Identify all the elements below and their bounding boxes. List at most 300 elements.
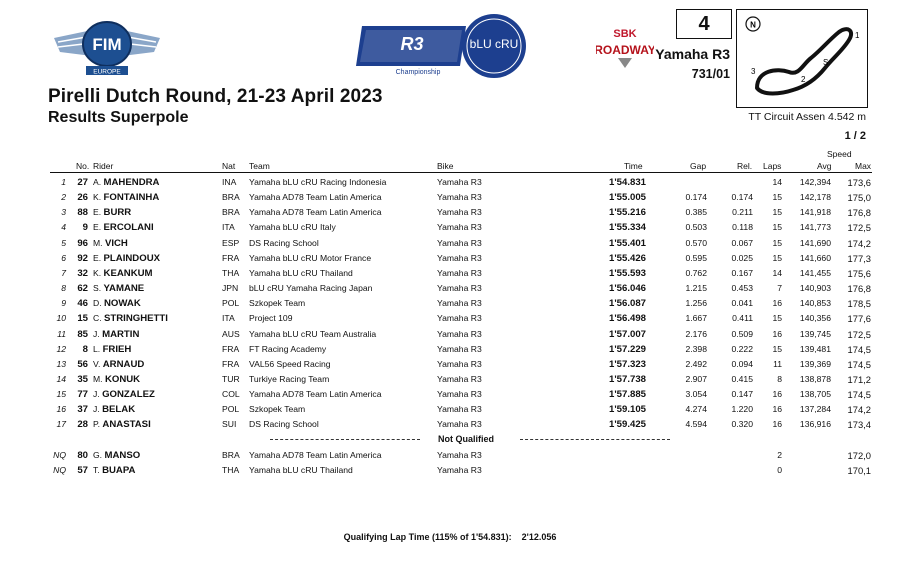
cell-team: bLU cRU Yamaha Racing Japan	[249, 283, 373, 294]
rider-surname: KEANKUM	[103, 267, 153, 279]
cell-rider	[93, 463, 135, 478]
cell-laps: 15	[772, 313, 782, 324]
cell-rider	[93, 266, 153, 281]
cell-gap: 1.667	[685, 313, 707, 324]
cell-avg: 141,690	[799, 237, 831, 248]
cell-team: DS Racing School	[249, 237, 319, 248]
cell-team: DS Racing School	[249, 419, 319, 430]
table-row	[0, 327, 900, 342]
svg-text:S: S	[823, 58, 829, 67]
page-indicator: 1 / 2	[844, 130, 866, 142]
track-map	[736, 9, 868, 108]
cell-bike: Yamaha R3	[437, 404, 482, 415]
class-name: Yamaha R3	[655, 46, 730, 62]
cell-rider	[93, 190, 159, 205]
cell-avg: 139,369	[799, 358, 831, 369]
cell-avg: 141,660	[799, 252, 831, 263]
cell-laps: 16	[772, 328, 782, 339]
cell-gap: 2.398	[685, 343, 707, 354]
cell-avg: 140,853	[799, 298, 831, 309]
rider-surname: MAHENDRA	[103, 177, 160, 188]
col-header-rel: Rel.	[737, 161, 753, 171]
cell-time: 1'59.425	[609, 419, 646, 431]
cell-time: 1'56.498	[609, 313, 646, 325]
table-row	[0, 357, 900, 372]
cell-avg: 137,284	[799, 404, 831, 415]
table-row	[0, 251, 900, 266]
svg-text:3: 3	[751, 67, 756, 76]
cell-gap: 0.503	[685, 222, 707, 233]
cell-rel: 0.411	[732, 313, 753, 324]
cell-rel: 0.174	[731, 192, 753, 203]
cell-pos: 8	[61, 283, 66, 294]
cell-rel: 0.320	[731, 419, 753, 430]
session-title: Results Superpole	[48, 109, 189, 126]
rider-initial: S.	[93, 283, 102, 294]
cell-no: 77	[77, 389, 88, 401]
cell-max: 177,6	[847, 313, 871, 325]
cell-time: 1'54.831	[609, 177, 646, 188]
cell-time: 1'55.401	[609, 237, 646, 249]
rider-initial: M.	[93, 237, 103, 248]
rider-initial: T.	[93, 465, 100, 476]
table-row	[0, 296, 900, 311]
cell-gap: 4.594	[685, 419, 707, 430]
cell-max: 174,5	[847, 389, 871, 401]
document-code: 731/01	[691, 67, 730, 81]
cell-team: Project 109	[249, 313, 293, 324]
cell-time: 1'57.229	[609, 343, 646, 355]
cell-nat: INA	[222, 177, 237, 187]
rider-initial: E.	[93, 222, 102, 233]
cell-laps: 7	[777, 283, 782, 294]
rider-initial: K.	[93, 267, 102, 278]
col-header-max: Max	[855, 161, 872, 171]
rider-surname: STRINGHETTI	[103, 313, 168, 325]
rider-initial: M.	[93, 373, 103, 384]
rider-initial: L.	[93, 343, 101, 354]
cell-gap: 1.256	[685, 298, 707, 309]
qualifying-lap-time	[0, 532, 900, 542]
cell-pos: NQ	[53, 450, 66, 460]
cell-pos: 12	[56, 343, 66, 354]
cell-laps: 16	[772, 419, 782, 430]
cell-gap: 2.907	[685, 373, 707, 384]
cell-rider	[93, 220, 154, 235]
cell-rel: 0.453	[731, 283, 753, 294]
rider-initial: J.	[93, 389, 100, 400]
cell-rider	[93, 387, 155, 402]
rider-initial: K.	[93, 192, 102, 203]
cell-nat: FRA	[222, 358, 240, 369]
col-header-speed: Speed	[827, 149, 852, 159]
svg-text:R3: R3	[400, 34, 424, 54]
cell-nat: BRA	[222, 192, 240, 203]
cell-rider	[93, 372, 140, 387]
cell-pos: 17	[56, 419, 66, 430]
cell-rel: 0.222	[731, 343, 753, 354]
cell-rider	[93, 251, 160, 266]
cell-max: 172,0	[847, 450, 871, 461]
rider-surname: MANSO	[104, 450, 141, 461]
table-row	[0, 402, 900, 417]
cell-rel: 0.509	[731, 328, 753, 339]
cell-nat: BRA	[222, 450, 240, 460]
cell-bike: Yamaha R3	[437, 465, 482, 476]
cell-team: Szkopek Team	[249, 404, 306, 415]
cell-max: 172,5	[847, 222, 871, 234]
cell-avg: 138,878	[799, 373, 831, 384]
cell-nat: BRA	[222, 207, 240, 218]
cell-rel: 0.415	[731, 373, 753, 384]
table-row	[0, 281, 900, 296]
cell-no: 96	[77, 237, 88, 249]
col-header-team: Team	[249, 161, 270, 171]
cell-rider	[93, 205, 131, 220]
cell-time: 1'55.334	[609, 222, 646, 234]
cell-pos: 15	[56, 389, 66, 400]
rider-initial: E.	[93, 252, 102, 263]
cell-rider	[93, 448, 140, 463]
rider-surname: FRIEH	[102, 343, 132, 355]
cell-rel: 0.118	[732, 222, 753, 233]
cell-rider	[93, 327, 139, 342]
cell-no: 92	[77, 252, 88, 264]
svg-text:Championship: Championship	[395, 69, 441, 76]
cell-no: 15	[77, 313, 88, 325]
cell-laps: 8	[777, 373, 782, 384]
cell-laps: 14	[772, 177, 782, 187]
cell-gap: 0.570	[685, 237, 707, 248]
cell-gap: 3.054	[685, 389, 707, 400]
r3-bluecru-championship-logo	[356, 10, 532, 86]
cell-max: 175,6	[847, 267, 871, 279]
table-row	[0, 266, 900, 281]
svg-text:EUROPE: EUROPE	[93, 68, 121, 76]
cell-rel: 0.167	[731, 267, 753, 278]
cell-avg: 140,903	[799, 283, 831, 294]
cell-no: 37	[77, 404, 88, 416]
cell-team: Yamaha AD78 Team Latin America	[249, 192, 382, 203]
cell-pos: 5	[61, 237, 66, 248]
cell-avg: 142,394	[799, 177, 831, 187]
cell-laps: 14	[772, 267, 782, 278]
cell-pos: 3	[61, 207, 66, 218]
cell-nat: COL	[222, 389, 240, 400]
rider-surname: BUAPA	[102, 465, 136, 477]
cell-avg: 140,356	[799, 313, 831, 324]
table-row	[0, 463, 900, 478]
cell-max: 178,5	[847, 298, 871, 310]
cell-team: Yamaha bLU cRU Racing Indonesia	[249, 177, 387, 187]
rider-surname: MARTIN	[102, 328, 140, 340]
col-header-laps: Laps	[763, 161, 782, 171]
cell-team: Yamaha bLU cRU Team Australia	[249, 328, 377, 339]
table-row	[0, 220, 900, 235]
table-row	[0, 205, 900, 220]
cell-team: Turkiye Racing Team	[249, 373, 330, 384]
rider-initial: P.	[93, 419, 101, 430]
cell-rel: 0.025	[731, 252, 753, 263]
cell-team: VAL56 Speed Racing	[249, 358, 331, 369]
not-qualified-label: Not Qualified	[434, 434, 498, 444]
cell-laps: 11	[773, 358, 782, 369]
table-row	[0, 311, 900, 326]
cell-pos: 14	[56, 373, 66, 384]
cell-laps: 16	[772, 389, 782, 400]
table-row	[0, 175, 900, 190]
cell-team: Yamaha bLU cRU Motor France	[249, 252, 372, 263]
cell-pos: 11	[57, 328, 66, 339]
cell-rider	[93, 342, 131, 357]
event-title: Pirelli Dutch Round, 21-23 April 2023	[48, 86, 383, 107]
cell-laps: 15	[772, 207, 782, 218]
cell-laps: 2	[777, 450, 782, 460]
cell-gap: 0.595	[685, 252, 707, 263]
cell-time: 1'57.738	[609, 373, 646, 385]
cell-no: 80	[77, 450, 88, 461]
cell-bike: Yamaha R3	[437, 419, 482, 430]
cell-gap: 1.215	[685, 283, 707, 294]
cell-rel: 0.094	[731, 358, 753, 369]
cell-gap: 2.492	[685, 358, 707, 369]
cell-pos: NQ	[53, 465, 66, 476]
cell-laps: 15	[772, 222, 782, 233]
cell-nat: ITA	[222, 313, 235, 324]
cell-rider	[93, 402, 135, 417]
cell-team: Yamaha AD78 Team Latin America	[249, 207, 382, 218]
cell-nat: JPN	[222, 283, 239, 294]
cell-avg: 136,916	[799, 419, 831, 430]
cell-avg: 138,705	[799, 389, 831, 400]
rider-surname: FONTAINHA	[103, 192, 160, 204]
cell-bike: Yamaha R3	[437, 298, 482, 309]
cell-bike: Yamaha R3	[437, 389, 482, 400]
cell-rel: 0.067	[731, 237, 753, 248]
cell-no: 88	[77, 207, 88, 219]
col-header-gap: Gap	[690, 161, 707, 171]
cell-time: 1'55.426	[609, 252, 646, 264]
rider-surname: ARNAUD	[102, 358, 145, 370]
cell-bike: Yamaha R3	[437, 252, 482, 263]
cell-max: 174,2	[847, 237, 871, 249]
cell-nat: AUS	[222, 328, 240, 339]
cell-no: 85	[77, 328, 88, 340]
rider-initial: J.	[93, 328, 100, 339]
cell-bike: Yamaha R3	[437, 343, 482, 354]
cell-bike: Yamaha R3	[437, 358, 482, 369]
cell-gap: 0.385	[685, 207, 707, 218]
cell-gap: 2.176	[685, 328, 707, 339]
cell-no: 32	[77, 267, 88, 279]
cell-max: 174,5	[847, 358, 871, 370]
cell-pos: 6	[61, 252, 66, 263]
cell-max: 177,3	[847, 252, 871, 264]
cell-max: 173,6	[847, 177, 871, 188]
rider-initial: A.	[93, 177, 102, 187]
cell-bike: Yamaha R3	[437, 313, 482, 324]
cell-pos: 9	[61, 298, 66, 309]
cell-max: 170,1	[847, 465, 871, 477]
cell-gap: 0.762	[685, 267, 707, 278]
cell-no: 46	[77, 298, 88, 310]
cell-nat: SUI	[222, 419, 237, 430]
cell-nat: FRA	[222, 343, 240, 354]
cell-bike: Yamaha R3	[437, 283, 482, 294]
qualifying-label: Qualifying Lap Time (115% of 1'54.831):	[343, 532, 512, 542]
cell-no: 35	[77, 373, 88, 385]
svg-text:SBK: SBK	[613, 28, 637, 40]
cell-team: Yamaha bLU cRU Thailand	[249, 465, 353, 476]
cell-gap: 4.274	[685, 404, 707, 415]
cell-rider	[93, 175, 159, 190]
cell-nat: POL	[222, 404, 240, 415]
col-header-bike: Bike	[437, 161, 454, 171]
qualifying-value: 2'12.056	[521, 532, 557, 542]
cell-laps: 0	[777, 465, 782, 476]
cell-max: 173,4	[847, 419, 871, 431]
cell-rel: 0.041	[731, 298, 753, 309]
table-row	[0, 190, 900, 205]
cell-max: 174,2	[847, 404, 871, 416]
cell-no: 9	[82, 222, 88, 234]
cell-team: Yamaha AD78 Team Latin America	[249, 450, 382, 460]
cell-max: 171,2	[847, 373, 871, 385]
cell-avg: 141,455	[799, 267, 831, 278]
cell-bike: Yamaha R3	[437, 237, 482, 248]
cell-nat: ESP	[222, 237, 240, 248]
cell-no: 56	[77, 358, 88, 370]
cell-avg: 139,745	[799, 328, 831, 339]
cell-avg: 142,178	[799, 192, 831, 203]
cell-no: 8	[82, 343, 88, 355]
cell-bike: Yamaha R3	[437, 177, 482, 187]
svg-text:1: 1	[855, 31, 860, 40]
fim-europe-logo	[52, 16, 162, 78]
cell-bike: Yamaha R3	[437, 267, 482, 278]
cell-pos: 10	[56, 313, 66, 324]
svg-text:2: 2	[801, 75, 806, 84]
rider-initial: E.	[93, 207, 102, 218]
rider-initial: J.	[93, 404, 100, 415]
svg-text:ROADWAY: ROADWAY	[596, 43, 654, 57]
cell-max: 176,8	[847, 283, 871, 295]
cell-avg: 141,918	[799, 207, 831, 218]
table-row	[0, 342, 900, 357]
cell-no: 57	[77, 465, 88, 477]
col-header-avg: Avg	[817, 161, 832, 171]
table-row	[0, 417, 900, 432]
cell-rider	[93, 236, 128, 251]
cell-no: 62	[77, 283, 88, 295]
cell-avg: 141,773	[799, 222, 831, 233]
cell-laps: 15	[772, 252, 782, 263]
cell-time: 1'56.046	[609, 283, 646, 295]
col-header-nat: Nat	[222, 161, 236, 171]
svg-text:bLU cRU: bLU cRU	[469, 37, 519, 51]
rider-surname: BURR	[103, 207, 132, 219]
cell-rider	[93, 311, 168, 326]
col-header-time: Time	[624, 161, 643, 171]
cell-pos: 13	[56, 358, 66, 369]
cell-rider	[93, 281, 144, 296]
cell-pos: 2	[61, 192, 66, 203]
rider-initial: D.	[93, 298, 102, 309]
table-row	[0, 236, 900, 251]
cell-laps: 16	[772, 298, 782, 309]
cell-laps: 15	[772, 237, 782, 248]
cell-pos: 4	[61, 222, 66, 233]
rider-surname: YAMANE	[103, 283, 145, 295]
not-qualified-separator	[60, 432, 872, 446]
cell-laps: 16	[772, 404, 782, 415]
rider-surname: NOWAK	[103, 298, 141, 310]
svg-text:N: N	[750, 20, 756, 30]
rider-initial: V.	[93, 358, 101, 369]
cell-team: Szkopek Team	[249, 298, 306, 309]
cell-pos: 1	[61, 177, 66, 187]
cell-pos: 7	[61, 267, 66, 278]
cell-nat: TUR	[222, 373, 240, 384]
cell-nat: FRA	[222, 252, 240, 263]
cell-rider	[93, 296, 141, 311]
cell-time: 1'57.323	[609, 358, 646, 370]
cell-bike: Yamaha R3	[437, 222, 482, 233]
rider-surname: ERCOLANI	[103, 222, 154, 234]
cell-bike: Yamaha R3	[437, 207, 482, 218]
circuit-info: TT Circuit Assen 4.542 m	[748, 111, 866, 123]
rider-initial: C.	[93, 313, 102, 324]
cell-time: 1'57.007	[609, 328, 646, 340]
col-header-rider: Rider	[93, 161, 114, 171]
cell-pos: 16	[56, 404, 66, 415]
svg-text:FIM: FIM	[92, 35, 122, 54]
cell-time: 1'55.593	[609, 267, 646, 279]
cell-time: 1'57.885	[609, 389, 646, 401]
cell-nat: THA	[222, 267, 240, 278]
cell-bike: Yamaha R3	[437, 373, 482, 384]
table-row	[0, 372, 900, 387]
cell-max: 174,5	[847, 343, 871, 355]
rider-surname: PLAINDOUX	[103, 252, 161, 264]
cell-rel: 1.220	[731, 404, 753, 415]
table-row	[0, 387, 900, 402]
cell-nat: ITA	[222, 222, 235, 233]
cell-avg: 139,481	[799, 343, 831, 354]
cell-rider	[93, 357, 144, 372]
rider-surname: KONUK	[104, 373, 141, 385]
cell-no: 26	[77, 192, 88, 204]
cell-time: 1'56.087	[609, 298, 646, 310]
table-row	[0, 448, 900, 463]
rider-surname: VICH	[104, 237, 128, 249]
cell-team: Yamaha AD78 Team Latin America	[249, 389, 382, 400]
cell-rel: 0.147	[731, 389, 753, 400]
cell-max: 172,5	[847, 328, 871, 340]
cell-laps: 15	[772, 192, 782, 203]
cell-nat: THA	[222, 465, 240, 476]
cell-bike: Yamaha R3	[437, 328, 482, 339]
rider-surname: GONZALEZ	[102, 389, 155, 401]
cell-bike: Yamaha R3	[437, 450, 482, 460]
cell-rider	[93, 417, 151, 432]
cell-time: 1'55.005	[609, 192, 646, 204]
col-header-no: No.	[76, 161, 90, 171]
cell-team: FT Racing Academy	[249, 343, 327, 354]
cell-gap: 0.174	[685, 192, 707, 203]
cell-team: Yamaha bLU cRU Italy	[249, 222, 336, 233]
cell-no: 28	[77, 419, 88, 431]
